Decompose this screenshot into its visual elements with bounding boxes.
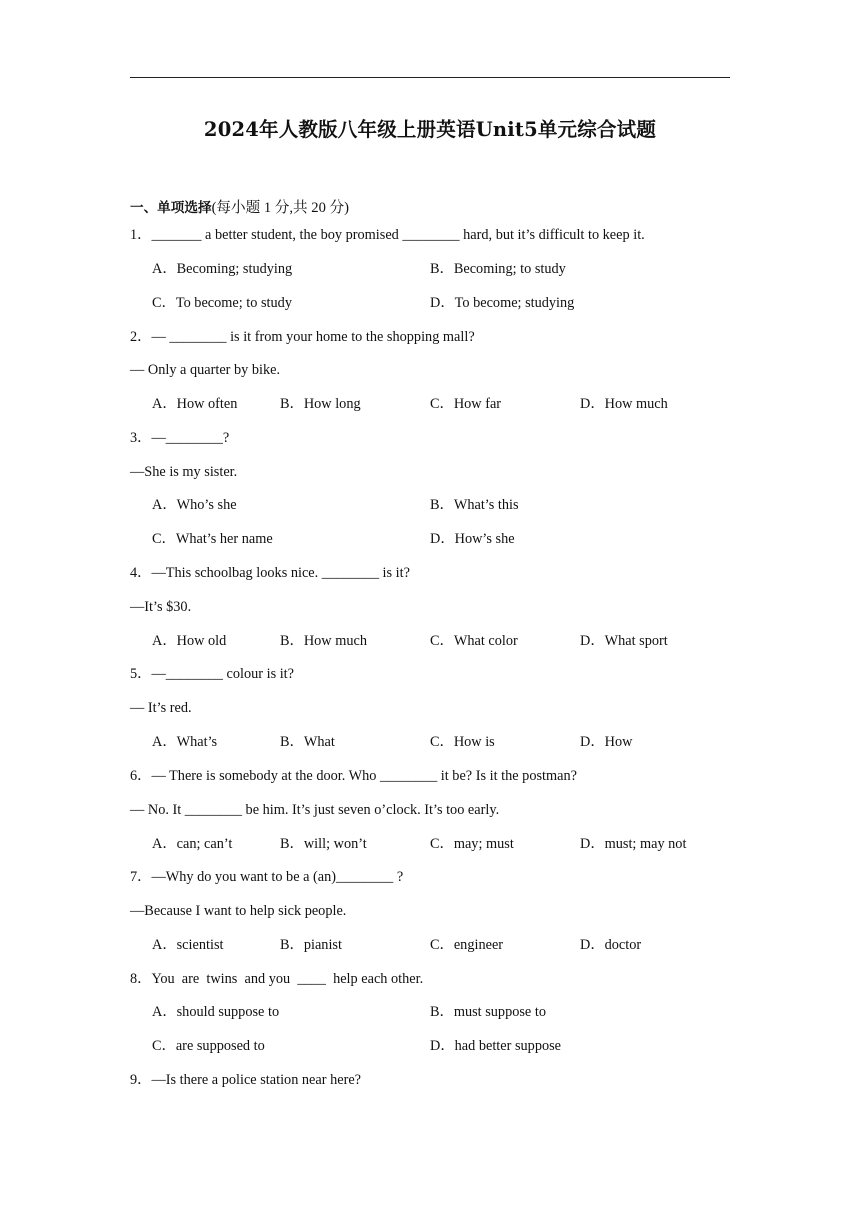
question-6-option-b: B．will; won’t <box>280 836 367 852</box>
section-note: (每小题 1 分,共 20 分) <box>211 200 349 216</box>
page-title: 2024年人教版八年级上册英语Unit5单元综合试题 <box>203 118 657 141</box>
question-7-stem: 7．—Why do you want to be a (an)________ ? <box>130 869 404 885</box>
question-2-stem: 2．— ________ is it from your home to the shopping mall? <box>130 329 475 345</box>
question-3-option-d: D．How’s she <box>430 531 515 547</box>
question-1-option-c: C．To become; to study <box>152 295 292 311</box>
question-5-option-c: C．How is <box>430 734 495 750</box>
question-3-option-b: B．What’s this <box>430 497 519 513</box>
question-6-stem: 6．— There is somebody at the door. Who ________ it be? Is it the postman? <box>130 768 577 784</box>
question-8-option-c: C．are supposed to <box>152 1038 265 1054</box>
question-9-stem: 9．—Is there a police station near here? <box>130 1072 362 1088</box>
question-8-option-b: B．must suppose to <box>430 1004 546 1020</box>
question-8-option-d: D．had better suppose <box>430 1038 562 1054</box>
question-4-option-b: B．How much <box>280 633 367 649</box>
question-3-option-c: C．What’s her name <box>152 531 273 547</box>
question-7-option-c: C．engineer <box>430 937 504 953</box>
question-2-reply: — Only a quarter by bike. <box>130 362 281 378</box>
question-4-reply: —It’s $30. <box>130 599 192 615</box>
question-5-option-d: D．How <box>580 734 633 750</box>
question-4-stem: 4．—This schoolbag looks nice. ________ is it? <box>130 565 410 581</box>
question-4-option-a: A．How old <box>152 633 227 649</box>
question-3-reply: —She is my sister. <box>130 464 238 480</box>
question-1-option-d: D．To become; studying <box>430 295 575 311</box>
question-1-option-b: B．Becoming; to study <box>430 261 566 277</box>
question-7-option-d: D．doctor <box>580 937 642 953</box>
question-1-option-a: A．Becoming; studying <box>152 261 293 277</box>
question-5-option-a: A．What’s <box>152 734 218 750</box>
question-2-option-c: C．How far <box>430 396 502 412</box>
question-4-option-c: C．What color <box>430 633 518 649</box>
question-6-reply: — No. It ________ be him. It’s just seven o’clock. It’s too early. <box>130 802 500 818</box>
question-7-option-a: A．scientist <box>152 937 224 953</box>
question-8-stem: 8．You are twins and you ____ help each other. <box>130 971 424 987</box>
section-heading <box>130 196 349 217</box>
question-6-option-a: A．can; can’t <box>152 836 233 852</box>
question-8-option-a: A．should suppose to <box>152 1004 280 1020</box>
question-5-stem: 5．—________ colour is it? <box>130 666 295 682</box>
question-7-reply: —Because I want to help sick people. <box>130 903 347 919</box>
question-5-reply: — It’s red. <box>130 700 192 716</box>
question-2-option-a: A．How often <box>152 396 238 412</box>
question-2-option-d: D．How much <box>580 396 668 412</box>
question-6-option-c: C．may; must <box>430 836 514 852</box>
question-3-stem: 3．—________? <box>130 430 230 446</box>
question-2-option-b: B．How long <box>280 396 361 412</box>
question-3-option-a: A．Who’s she <box>152 497 237 513</box>
question-4-option-d: D．What sport <box>580 633 668 649</box>
question-1-stem: 1．_______ a better student, the boy promised ________ hard, but it’s difficult to keep it. <box>130 227 645 243</box>
question-6-option-d: D．must; may not <box>580 836 687 852</box>
question-5-option-b: B．What <box>280 734 335 750</box>
question-7-option-b: B．pianist <box>280 937 342 953</box>
header-rule <box>130 77 730 78</box>
section-title: 一、单项选择 <box>130 200 212 216</box>
